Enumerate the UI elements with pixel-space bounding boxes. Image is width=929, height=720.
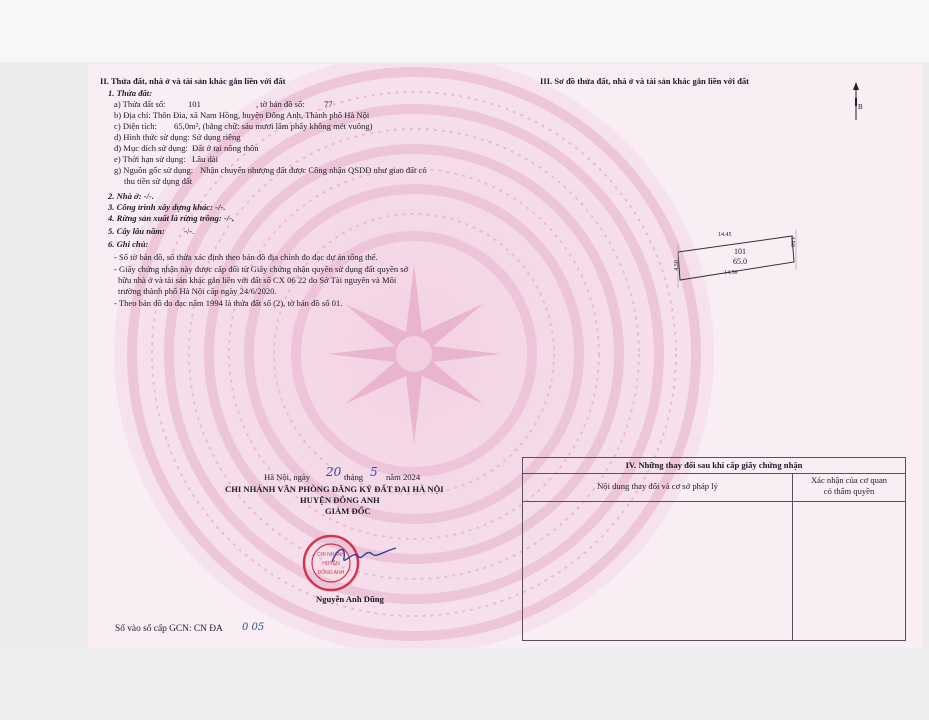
register-number: 0 05 <box>242 622 265 633</box>
director-signature <box>326 542 400 570</box>
office-line1: CHI NHÁNH VĂN PHÒNG ĐĂNG KÝ ĐẤT ĐAI HÀ NỘI <box>225 484 444 494</box>
forest-line: 4. Rừng sản xuất là rừng trồng: -/-. <box>108 213 235 223</box>
note-line-1: - Số tờ bản đồ, số thửa xác định theo bản đồ địa chính đo đạc dự án tổng thể. <box>114 252 378 262</box>
section3-heading: III. Sơ đồ thửa đất, nhà ở và tài sản khác gắn liền với đất <box>540 76 750 86</box>
register-label: Số vào sổ cấp GCN: CN ĐA <box>115 624 223 634</box>
date-month-label: tháng <box>344 472 364 482</box>
office-title: GIÁM ĐỐC <box>325 506 371 516</box>
note-line-4: trường thành phố Hà Nội cấp ngày 24/6/2020. <box>118 286 277 296</box>
date-prefix: Hà Nội, ngày <box>264 472 311 482</box>
notes-label: 6. Ghi chú: <box>108 239 149 249</box>
seal-text-bottom: ĐÔNG ANH <box>317 570 345 576</box>
bottom-background <box>0 650 929 720</box>
changes-table-divider <box>792 473 793 640</box>
office-line2: HUYỆN ĐÔNG ANH <box>300 495 380 505</box>
dim-left: 4.50 <box>673 260 680 271</box>
use-term-label: e) Thời hạn sử dụng: <box>114 154 186 164</box>
parcel-number-value: 101 <box>188 99 201 109</box>
signer-name: Nguyễn Anh Dũng <box>316 594 384 604</box>
origin-value-line2: thu tiền sử dụng đất <box>124 176 193 186</box>
note-line-3: hữu nhà ở và tài sản khác gắn liền với đất số CX 06 22 do Sở Tài nguyên và Môi <box>118 275 397 285</box>
date-day: 20 <box>326 465 342 479</box>
origin-value-line1: Nhận chuyển nhượng đất được Công nhận QSDĐ như giao đất có <box>200 165 427 175</box>
top-background <box>0 0 929 62</box>
origin-label: g) Nguồn gốc sử dụng: <box>114 165 194 175</box>
dim-bottom: 14.50 <box>724 270 738 276</box>
area-value: 65,0m², (bằng chữ: sáu mươi lăm phẩy không mét vuông) <box>174 121 373 131</box>
section4-heading: IV. Những thay đổi sau khi cấp giấy chứng nhận <box>625 460 803 470</box>
changes-table-title-row <box>523 458 905 474</box>
changes-table <box>522 457 906 641</box>
date-month: 5 <box>370 465 378 479</box>
land-label: 1. Thửa đất: <box>108 88 153 98</box>
note-line-2: - Giấy chứng nhận này được cấp đổi từ Giấy chứng nhận quyền sử dụng đất quyền sở <box>114 264 409 274</box>
use-purpose-value: Đất ở tại nông thôn <box>192 143 259 153</box>
trees-value: -/-. <box>184 226 195 236</box>
use-term-value: Lâu dài <box>192 154 219 164</box>
certificate-page <box>88 64 923 648</box>
use-form-value: Sử dụng riêng <box>192 132 241 142</box>
dim-top: 14.45 <box>718 232 732 238</box>
trees-label: 5. Cây lâu năm: <box>108 226 165 236</box>
works-line: 3. Công trình xây dựng khác: -/-. <box>108 202 226 212</box>
parcel-number-label: a) Thửa đất số: <box>114 99 166 109</box>
date-year: năm 2024 <box>386 472 421 482</box>
area-label: c) Diện tích: <box>114 121 157 131</box>
changes-col-confirm-line2: có thẩm quyền <box>823 486 875 496</box>
map-sheet-value: 77 <box>324 99 333 109</box>
address-line: b) Địa chỉ: Thôn Đìa, xã Nam Hồng, huyện Đông Anh, Thành phố Hà Nội <box>114 110 370 120</box>
seal-text-top: CHI NHÁNH <box>317 552 345 558</box>
map-sheet-label: , tờ bản đồ số: <box>256 99 305 109</box>
section2-heading: II. Thửa đất, nhà ở và tài sản khác gắn liền với đất <box>100 76 286 86</box>
house-line: 2. Nhà ở: -/-. <box>108 191 154 201</box>
note-line-5: - Theo bản đồ đo đạc năm 1994 là thửa đất số (2), tờ bản đồ số 01. <box>114 298 343 308</box>
changes-col-confirm-line1: Xác nhận của cơ quan <box>810 475 888 485</box>
dim-right: 4.50 <box>788 236 795 247</box>
parcel-area-label-diagram: 65.0 <box>733 257 747 266</box>
changes-table-header-row <box>523 473 905 502</box>
north-letter: B <box>858 103 863 111</box>
use-purpose-label: đ) Mục đích sử dụng: <box>114 143 188 153</box>
parcel-number-label-diagram: 101 <box>734 247 746 256</box>
use-form-label: d) Hình thức sử dụng: <box>114 132 190 142</box>
seal-text-mid: HUYỆN <box>322 561 340 567</box>
changes-col-content: Nội dung thay đổi và cơ sở pháp lý <box>597 481 718 491</box>
